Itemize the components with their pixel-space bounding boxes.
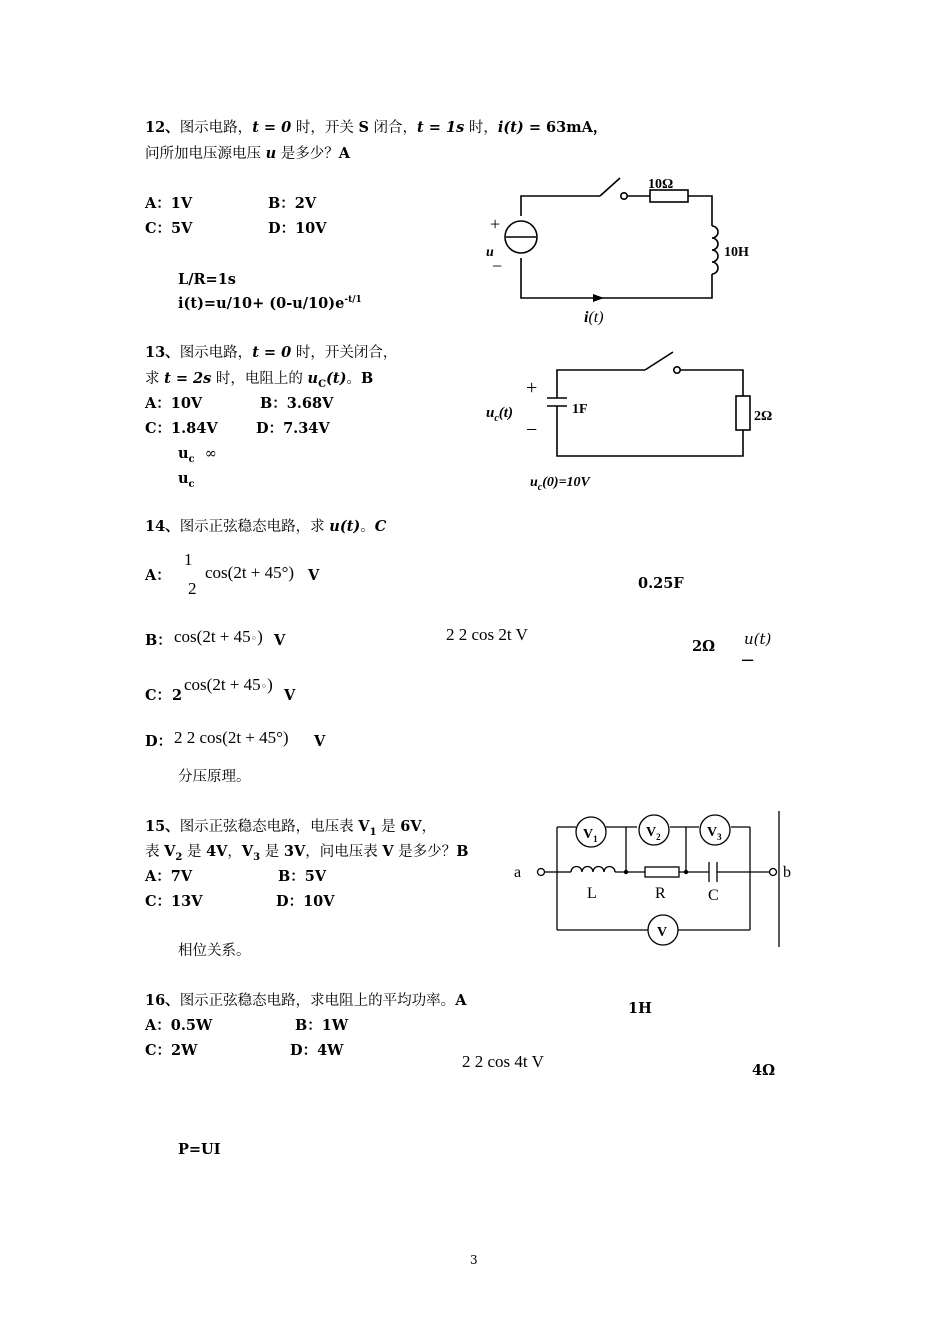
q15-voltmeter-v2: $V_2$ — [646, 825, 661, 842]
q14-resistor-label: 2Ω — [692, 638, 715, 655]
q13-voltage-label: $u_c(t)$ — [486, 405, 513, 424]
q16-option-c: C：2W — [145, 1042, 198, 1059]
q15-inductor-label: L — [587, 885, 597, 902]
q14-capacitor-label: 0.25F — [638, 575, 684, 592]
q16-resistor-label: 4Ω — [752, 1062, 775, 1079]
q12-line2: 问所加电压源电压 u 是多少？A — [145, 145, 351, 162]
q14-line1: 14、图示正弦稳态电路，求 u(t)。C — [145, 518, 387, 535]
q14-note: 分压原理。 — [178, 769, 251, 785]
q14-source-expression: 2 2 cos 2t V — [446, 625, 528, 644]
q15-line2: 表 $V_2$ 是 4V，$V_3$ 是 3V，问电压表 V 是多少？B — [145, 843, 469, 863]
q13-option-b: B：3.68V — [260, 395, 334, 412]
q16-line1: 16、图示正弦稳态电路，求电阻上的平均功率。A — [145, 992, 467, 1009]
q12-note-formula: $i(t)=u/10+ (0-u/10)e^{-t/1}$ — [178, 295, 362, 312]
q13-note2: $u_c$ — [178, 470, 195, 490]
q13-option-a: A：10V — [145, 395, 203, 412]
q16-option-b: B：1W — [295, 1017, 349, 1034]
q14-option-a-denominator: 2 — [188, 579, 197, 598]
q14-output-voltage-label: u(t) — [744, 630, 772, 648]
q15-capacitor-label: C — [708, 887, 719, 904]
q12-note-time-constant: L/R=1s — [178, 271, 236, 288]
q14-option-d-label: D： — [145, 733, 173, 750]
q14-option-a-label: A： — [145, 567, 171, 584]
q12-inductor-label: 10H — [724, 245, 749, 260]
q14-option-b-label: B： — [145, 632, 172, 649]
q13-note1: $u_c$ ∞ — [178, 445, 217, 465]
q12-option-b: B：2V — [268, 195, 317, 212]
q14-option-d-expression: 2 2 cos(2t + 45°) — [174, 728, 289, 747]
q12-option-d: D：10V — [268, 220, 327, 237]
q12-minus-sign: − — [492, 256, 503, 276]
q15-line1: 15、图示正弦稳态电路，电压表 $V_1$ 是 6V， — [145, 818, 437, 838]
q13-resistor-label: 2Ω — [754, 409, 773, 424]
q12-circuit-diagram — [480, 170, 750, 330]
q15-voltmeter-v3: $V_3$ — [707, 825, 722, 842]
q13-plus-sign: + — [526, 377, 538, 399]
q15-voltmeter-v1: $V_1$ — [583, 827, 598, 844]
q12-line1: 12、图示电路，t = 0 时，开关 S 闭合，t = 1s 时，i(t) = 63mA， — [145, 119, 608, 136]
q14-option-b-unit: V — [274, 632, 286, 649]
q15-terminal-a: a — [514, 864, 522, 881]
q13-option-d: D：7.34V — [256, 420, 330, 437]
q13-option-c: C：1.84V — [145, 420, 218, 437]
q12-current-label: i(t) — [584, 309, 604, 326]
q14-option-c-label: C： — [145, 687, 172, 704]
q14-minus-sign: − — [740, 650, 756, 671]
q12-option-a: A：1V — [145, 195, 193, 212]
q16-inductor-label: 1H — [628, 1000, 652, 1017]
q15-voltmeter-v: V — [657, 925, 668, 940]
q15-circuit-diagram — [505, 805, 805, 955]
q16-option-d: D：4W — [290, 1042, 344, 1059]
q15-option-d: D：10V — [276, 893, 335, 910]
q13-line1: 13、图示电路，t = 0 时，开关闭合， — [145, 344, 398, 361]
q13-capacitor-label: 1F — [572, 402, 588, 417]
q16-option-a: A：0.5W — [145, 1017, 213, 1034]
q14-option-b-expression: cos(2t + 45◦) — [174, 627, 263, 646]
q14-option-a-numerator: 1 — [184, 550, 193, 569]
q16-source-expression: 2 2 cos 4t V — [462, 1052, 544, 1071]
q14-option-c-coefficient: 2 — [172, 687, 183, 704]
q12-plus-sign: + — [490, 214, 501, 234]
q14-option-c-expression: cos(2t + 45◦) — [184, 675, 273, 694]
q16-note: P=UI — [178, 1141, 221, 1158]
q13-circuit-diagram — [480, 340, 780, 500]
q14-option-a-expression: cos(2t + 45°) — [205, 563, 295, 582]
q14-option-d-unit: V — [314, 733, 326, 750]
q13-minus-sign: − — [526, 419, 538, 441]
q13-line2: 求 t = 2s 时，电阻上的 $u_C(t)$。B — [145, 370, 374, 390]
q12-resistor-label: 10Ω — [648, 177, 674, 192]
q15-terminal-b: b — [783, 864, 791, 881]
q12-option-c: C：5V — [145, 220, 193, 237]
q14-option-c-unit: V — [284, 687, 296, 704]
q15-option-b: B：5V — [278, 868, 327, 885]
q14-option-a-unit: V — [308, 567, 320, 584]
page-number: 3 — [470, 1253, 478, 1267]
q15-option-c: C：13V — [145, 893, 203, 910]
q15-option-a: A：7V — [145, 868, 193, 885]
q15-resistor-label: R — [655, 885, 666, 902]
q15-note: 相位关系。 — [178, 943, 251, 959]
q13-initial-condition: $u_c(0)=10V$ — [530, 475, 590, 493]
q12-source-label: u — [486, 245, 494, 260]
